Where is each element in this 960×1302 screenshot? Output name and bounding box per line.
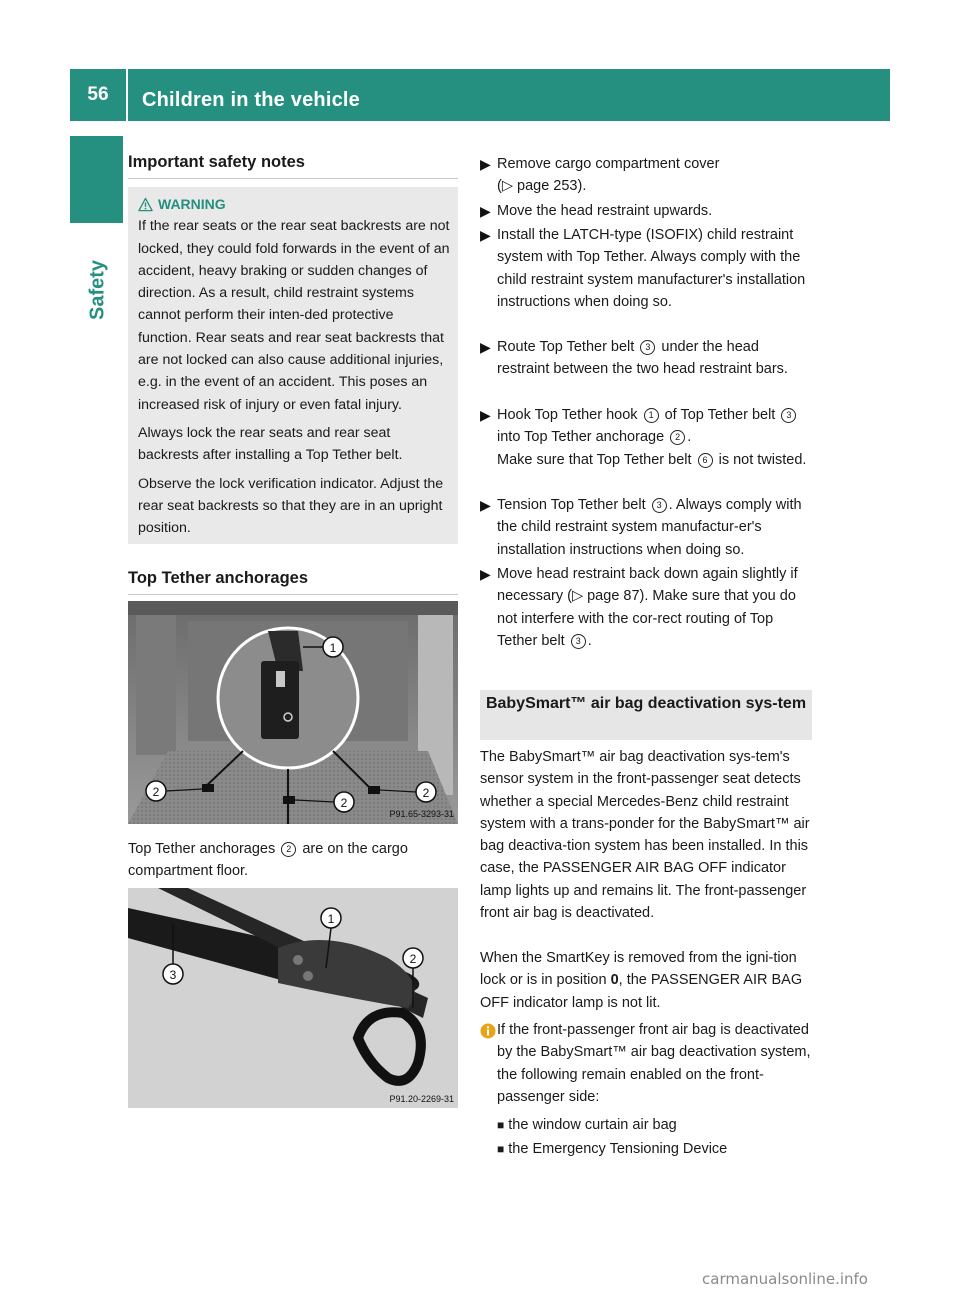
arrow-icon: ▶ bbox=[480, 156, 491, 172]
step-5: ▶ Hook Top Tether hook 1 of Top Tether belt 3 into Top Tether anchorage 2 . Make sure that Top Tether belt 6 is not twisted. bbox=[480, 404, 812, 471]
callout-2c: 2 bbox=[422, 786, 430, 800]
warning-box bbox=[128, 187, 458, 544]
step-1: ▶ Remove cargo compartment cover (▷ page 253). bbox=[480, 153, 812, 198]
warning-triangle-icon bbox=[138, 197, 153, 212]
step-6: ▶ Tension Top Tether belt 3 . Always comply with the child restraint system manufactur-er's installation instructions when doing so. bbox=[480, 494, 812, 561]
callout-ref-2: 2 bbox=[281, 842, 296, 857]
page-title: Children in the vehicle bbox=[142, 89, 360, 111]
bullet-item: ■ the Emergency Tensioning Device bbox=[497, 1141, 728, 1157]
tether-hook-illustration bbox=[128, 888, 458, 1108]
heading-top-tether-anchorages: Top Tether anchorages bbox=[128, 569, 458, 595]
callout-2b: 2 bbox=[340, 796, 348, 810]
smartkey-paragraph: When the SmartKey is removed from the igni-tion lock or is in position 0, the PASSENGER AIR BAG OFF indicator lamp is not lit. bbox=[480, 950, 803, 1011]
image-code-2: P91.20-2269-31 bbox=[389, 1094, 454, 1104]
bullet-icon: ■ bbox=[497, 1142, 505, 1156]
caption-anchorages: Top Tether anchorages 2 are on the cargo compartment floor. bbox=[128, 841, 408, 880]
arrow-icon: ▶ bbox=[480, 227, 491, 243]
warning-text-3: Observe the lock verification indicator. Adjust the rear seat backrests so that they are in an upright position. bbox=[138, 475, 444, 537]
warning-text-2: Always lock the rear seats and rear seat backrests after installing a Top Tether belt. bbox=[138, 424, 403, 464]
step-7: ▶ Move head restraint back down again slightly if necessary (▷ page 87). Make sure that you do not interfere with the cor-rect routing of Top Tether belt 3 . bbox=[480, 563, 812, 652]
arrow-icon: ▶ bbox=[480, 497, 491, 513]
info-paragraph: If the front-passenger front air bag is deactivated by the BabySmart™ air bag deactivation system, the following remain enabled on the front-passenger side: bbox=[497, 1022, 811, 1105]
heading-safety-notes: Important safety notes bbox=[128, 153, 458, 179]
cargo-floor-photo bbox=[128, 601, 458, 824]
info-icon bbox=[480, 1023, 496, 1039]
step-4: ▶ Route Top Tether belt 3 under the head restraint between the two head restraint bars. bbox=[480, 336, 812, 381]
warning-header bbox=[138, 193, 450, 215]
step-2: ▶ Move the head restraint upwards. bbox=[480, 200, 812, 222]
bullet-icon: ■ bbox=[497, 1118, 505, 1132]
image-code-1: P91.65-3293-31 bbox=[389, 809, 454, 819]
callout-2a: 2 bbox=[152, 785, 160, 799]
section-marker bbox=[70, 136, 123, 223]
tether-hook-photo bbox=[128, 888, 458, 1108]
warning-text-1: If the rear seats or the rear seat backrests are not locked, they could fold forwards in the event of an accident, heavy braking or sudden changes of direction. As a result, child restraint systems cannot perform their inten-ded protective function. Rear seats and rear seat backrests that are not locked can also cause additional injuries, e.g. in the event of an accident. This poses an increased risk of injury or even fatal injury. bbox=[138, 218, 450, 413]
arrow-icon: ▶ bbox=[480, 566, 491, 582]
watermark: carmanualsonline.info bbox=[702, 1270, 868, 1288]
warning-label: WARNING bbox=[158, 196, 226, 212]
cargo-floor-illustration bbox=[128, 601, 458, 824]
arrow-icon: ▶ bbox=[480, 339, 491, 355]
page-number: 56 bbox=[87, 84, 109, 105]
callout-1: 1 bbox=[329, 641, 337, 655]
callout-2: 2 bbox=[409, 952, 417, 966]
bullet-item: ■ the window curtain air bag bbox=[497, 1117, 677, 1133]
subsection-heading: BabySmart™ air bag deactivation sys-tem bbox=[480, 690, 812, 740]
section-label: Safety bbox=[86, 259, 109, 320]
arrow-icon: ▶ bbox=[480, 203, 491, 219]
callout-1: 1 bbox=[327, 912, 335, 926]
step-3: ▶ Install the LATCH-type (ISOFIX) child restraint system with Top Tether. Always comply with the child restraint system manufacturer's installation instructions when doing so. bbox=[480, 224, 812, 313]
callout-3: 3 bbox=[169, 968, 177, 982]
arrow-icon: ▶ bbox=[480, 407, 491, 423]
babysmart-paragraph: The BabySmart™ air bag deactivation sys-tem's sensor system in the front-passenger seat detects whether a special Mercedes-Benz child restraint system with a trans-ponder for the BabySmart™ air bag deactiva-tion system has been installed. In this case, the PASSENGER AIR BAG OFF indicator lamp lights up and remains lit. The front-passenger front air bag is deactivated. bbox=[480, 749, 810, 922]
header-divider bbox=[126, 69, 128, 121]
